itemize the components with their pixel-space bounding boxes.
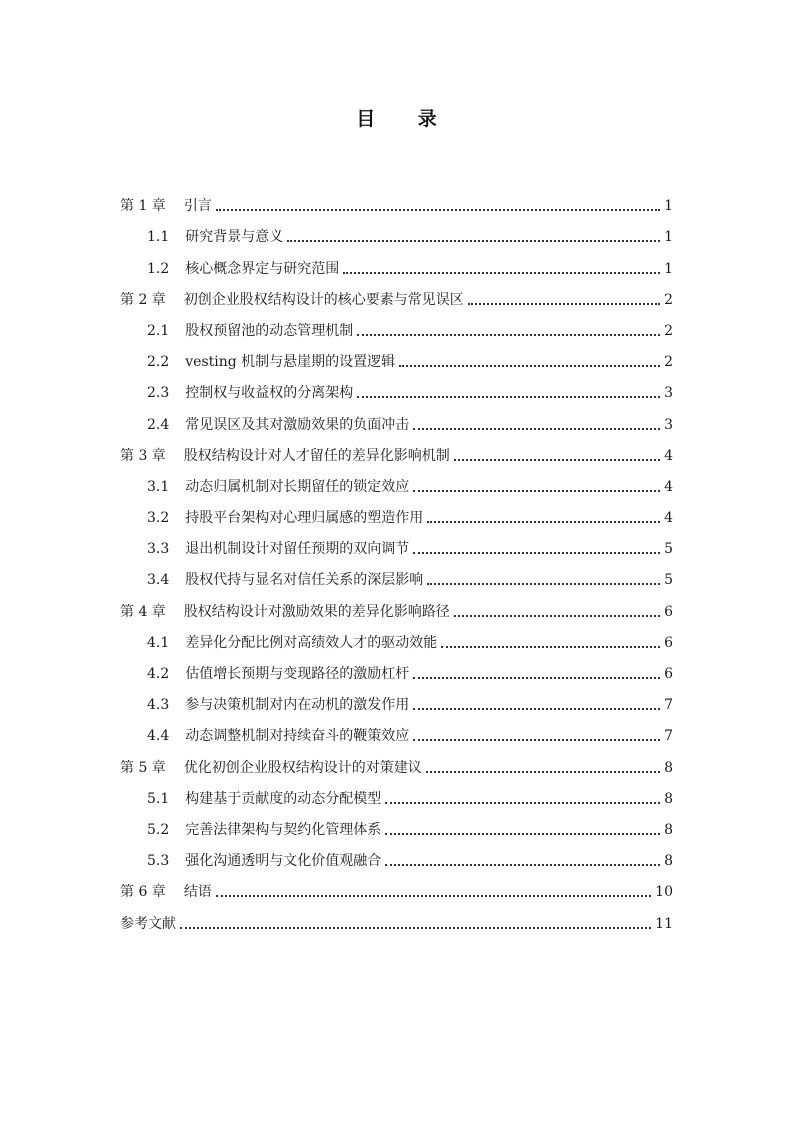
toc-title: 目 录 [356, 108, 455, 130]
toc-entry-page-number: 2 [664, 322, 673, 339]
toc-entry-page-number: 1 [664, 260, 673, 277]
toc-dot-leader [385, 856, 660, 866]
toc-entry-title: 控制权与收益权的分离架构 [185, 385, 354, 402]
toc-entry-title: 差异化分配比例对高绩效人才的驱动效能 [185, 634, 438, 651]
toc-entry-title: 股权结构设计对人才留任的差异化影响机制 [183, 447, 450, 464]
toc-dot-leader [468, 295, 660, 305]
toc-dot-leader [454, 451, 660, 461]
toc-entry-title: 估值增长预期与变现路径的激励杠杆 [185, 666, 410, 682]
toc-entry-title: 构建基于贡献度的动态分配模型 [185, 790, 382, 807]
toc-entry-page-number: 5 [664, 572, 673, 589]
toc-entry-number: 第 3 章 [120, 447, 166, 464]
toc-dot-leader [385, 794, 660, 804]
toc-dot-leader [287, 232, 660, 242]
toc-entry-title: 强化沟通透明与文化价值观融合 [185, 853, 382, 870]
toc-entry[interactable] [120, 901, 673, 932]
toc-dot-leader [413, 544, 660, 554]
toc-entry-title: 核心概念界定与研究范围 [185, 260, 340, 277]
toc-entry-number: 3.3 [147, 541, 170, 558]
toc-dot-leader [413, 731, 660, 741]
toc-entry[interactable] [120, 496, 673, 527]
toc-entry-page-number: 4 [664, 478, 673, 495]
toc-entry[interactable] [120, 309, 673, 340]
toc-entry-title: 股权结构设计对激励效果的差异化影响路径 [183, 603, 450, 620]
toc-dot-leader [427, 513, 660, 523]
toc-entry-number: 1.1 [147, 229, 170, 246]
toc-dot-leader [413, 669, 660, 679]
toc-entry-page-number: 8 [664, 790, 673, 807]
toc-entry[interactable] [120, 215, 673, 246]
toc-dot-leader [216, 201, 660, 211]
toc-entry-number: 3.2 [147, 510, 170, 527]
toc-entry-number: 5.1 [147, 790, 170, 807]
toc-list [120, 184, 673, 933]
toc-dot-leader [357, 326, 660, 336]
toc-entry-page-number: 1 [664, 198, 673, 215]
toc-entry[interactable] [120, 777, 673, 808]
toc-entry-title: 初创企业股权结构设计的核心要素与常见误区 [183, 291, 464, 308]
toc-entry[interactable] [120, 558, 673, 589]
toc-entry-page-number: 3 [664, 416, 673, 433]
toc-entry[interactable] [120, 621, 673, 652]
toc-entry-title: 引言 [183, 198, 212, 215]
toc-entry[interactable] [120, 745, 673, 776]
toc-entry-page-number: 6 [664, 603, 673, 620]
toc-entry[interactable] [120, 808, 673, 839]
toc-entry-number: 第 1 章 [120, 198, 166, 215]
toc-dot-leader [454, 607, 660, 617]
toc-entry-title: 退出机制设计对留任预期的双向调节 [185, 541, 410, 558]
toc-entry-number: 2.2 [147, 354, 170, 371]
toc-entry-number: 1.2 [147, 260, 170, 277]
toc-entry-number: 5.2 [147, 821, 170, 838]
toc-dot-leader [413, 482, 660, 492]
toc-entry[interactable] [120, 465, 673, 496]
toc-entry-number: 3.4 [147, 572, 170, 589]
toc-entry-page-number: 4 [664, 510, 673, 527]
toc-entry-title: 股权代持与显名对信任关系的深层影响 [185, 572, 424, 589]
toc-entry-title: vesting 机制与悬崖期的设置逻辑 [185, 354, 396, 371]
toc-entry-page-number: 2 [664, 354, 673, 371]
toc-entry-page-number: 8 [664, 853, 673, 870]
toc-entry[interactable] [120, 371, 673, 402]
toc-entry[interactable] [120, 652, 673, 683]
toc-entry-title: 持股平台架构对心理归属感的塑造作用 [185, 510, 424, 527]
toc-entry-page-number: 10 [655, 884, 673, 901]
toc-entry-number: 3.1 [147, 478, 170, 495]
toc-entry[interactable] [120, 184, 673, 215]
toc-entry-page-number: 1 [664, 229, 673, 246]
toc-entry-title: 研究背景与意义 [185, 229, 284, 246]
toc-entry-page-number: 6 [664, 634, 673, 651]
toc-entry-title: 结语 [183, 884, 212, 901]
toc-dot-leader [441, 638, 660, 648]
toc-dot-leader [413, 420, 660, 430]
toc-entry-number: 第 2 章 [120, 291, 166, 308]
toc-entry[interactable] [120, 870, 673, 901]
toc-entry-title: 动态归属机制对长期留任的锁定效应 [185, 478, 410, 495]
toc-dot-leader [216, 887, 651, 897]
toc-dot-leader [180, 919, 651, 929]
toc-entry[interactable] [120, 246, 673, 277]
toc-entry[interactable] [120, 839, 673, 870]
toc-entry[interactable] [120, 278, 673, 309]
toc-entry-title: 股权预留池的动态管理机制 [185, 322, 354, 339]
toc-entry-page-number: 2 [664, 291, 673, 308]
toc-entry-page-number: 11 [655, 915, 673, 932]
toc-entry[interactable] [120, 402, 673, 433]
toc-entry-number: 4.4 [147, 728, 170, 745]
toc-entry-page-number: 5 [664, 541, 673, 558]
toc-entry-number: 2.3 [147, 385, 170, 402]
toc-entry-page-number: 8 [664, 759, 673, 776]
toc-entry-number: 5.3 [147, 853, 170, 870]
toc-dot-leader [399, 357, 660, 367]
toc-entry[interactable] [120, 683, 673, 714]
toc-entry-page-number: 7 [664, 697, 673, 714]
toc-dot-leader [426, 763, 660, 773]
toc-entry-page-number: 6 [664, 666, 673, 682]
toc-entry-number: 第 4 章 [120, 603, 166, 620]
toc-entry-title: 参与决策机制对内在动机的激发作用 [185, 697, 410, 714]
toc-dot-leader [385, 825, 660, 835]
toc-entry-number: 第 5 章 [120, 759, 166, 776]
toc-entry-number: 2.4 [147, 416, 170, 433]
toc-entry-page-number: 3 [664, 385, 673, 402]
toc-entry-title: 优化初创企业股权结构设计的对策建议 [183, 759, 422, 776]
toc-entry-title: 参考文献 [120, 915, 176, 932]
toc-entry[interactable] [120, 434, 673, 465]
toc-entry-title: 完善法律架构与契约化管理体系 [185, 821, 382, 838]
toc-entry-title: 动态调整机制对持续奋斗的鞭策效应 [185, 728, 410, 745]
toc-entry-number: 2.1 [147, 322, 170, 339]
toc-entry[interactable] [120, 589, 673, 620]
toc-entry[interactable] [120, 527, 673, 558]
toc-entry-page-number: 7 [664, 728, 673, 745]
toc-entry-number: 4.2 [147, 666, 170, 682]
toc-entry-title: 常见误区及其对激励效果的负面冲击 [185, 416, 410, 433]
toc-dot-leader [343, 264, 660, 274]
toc-entry-number: 4.3 [147, 697, 170, 714]
toc-entry-number: 第 6 章 [120, 884, 166, 901]
toc-dot-leader [357, 388, 660, 398]
toc-entry-page-number: 4 [664, 447, 673, 464]
toc-dot-leader [427, 575, 660, 585]
toc-entry[interactable] [120, 714, 673, 745]
toc-dot-leader [413, 700, 660, 710]
toc-entry-number: 4.1 [147, 634, 170, 651]
toc-entry-page-number: 8 [664, 821, 673, 838]
toc-entry[interactable] [120, 340, 673, 371]
